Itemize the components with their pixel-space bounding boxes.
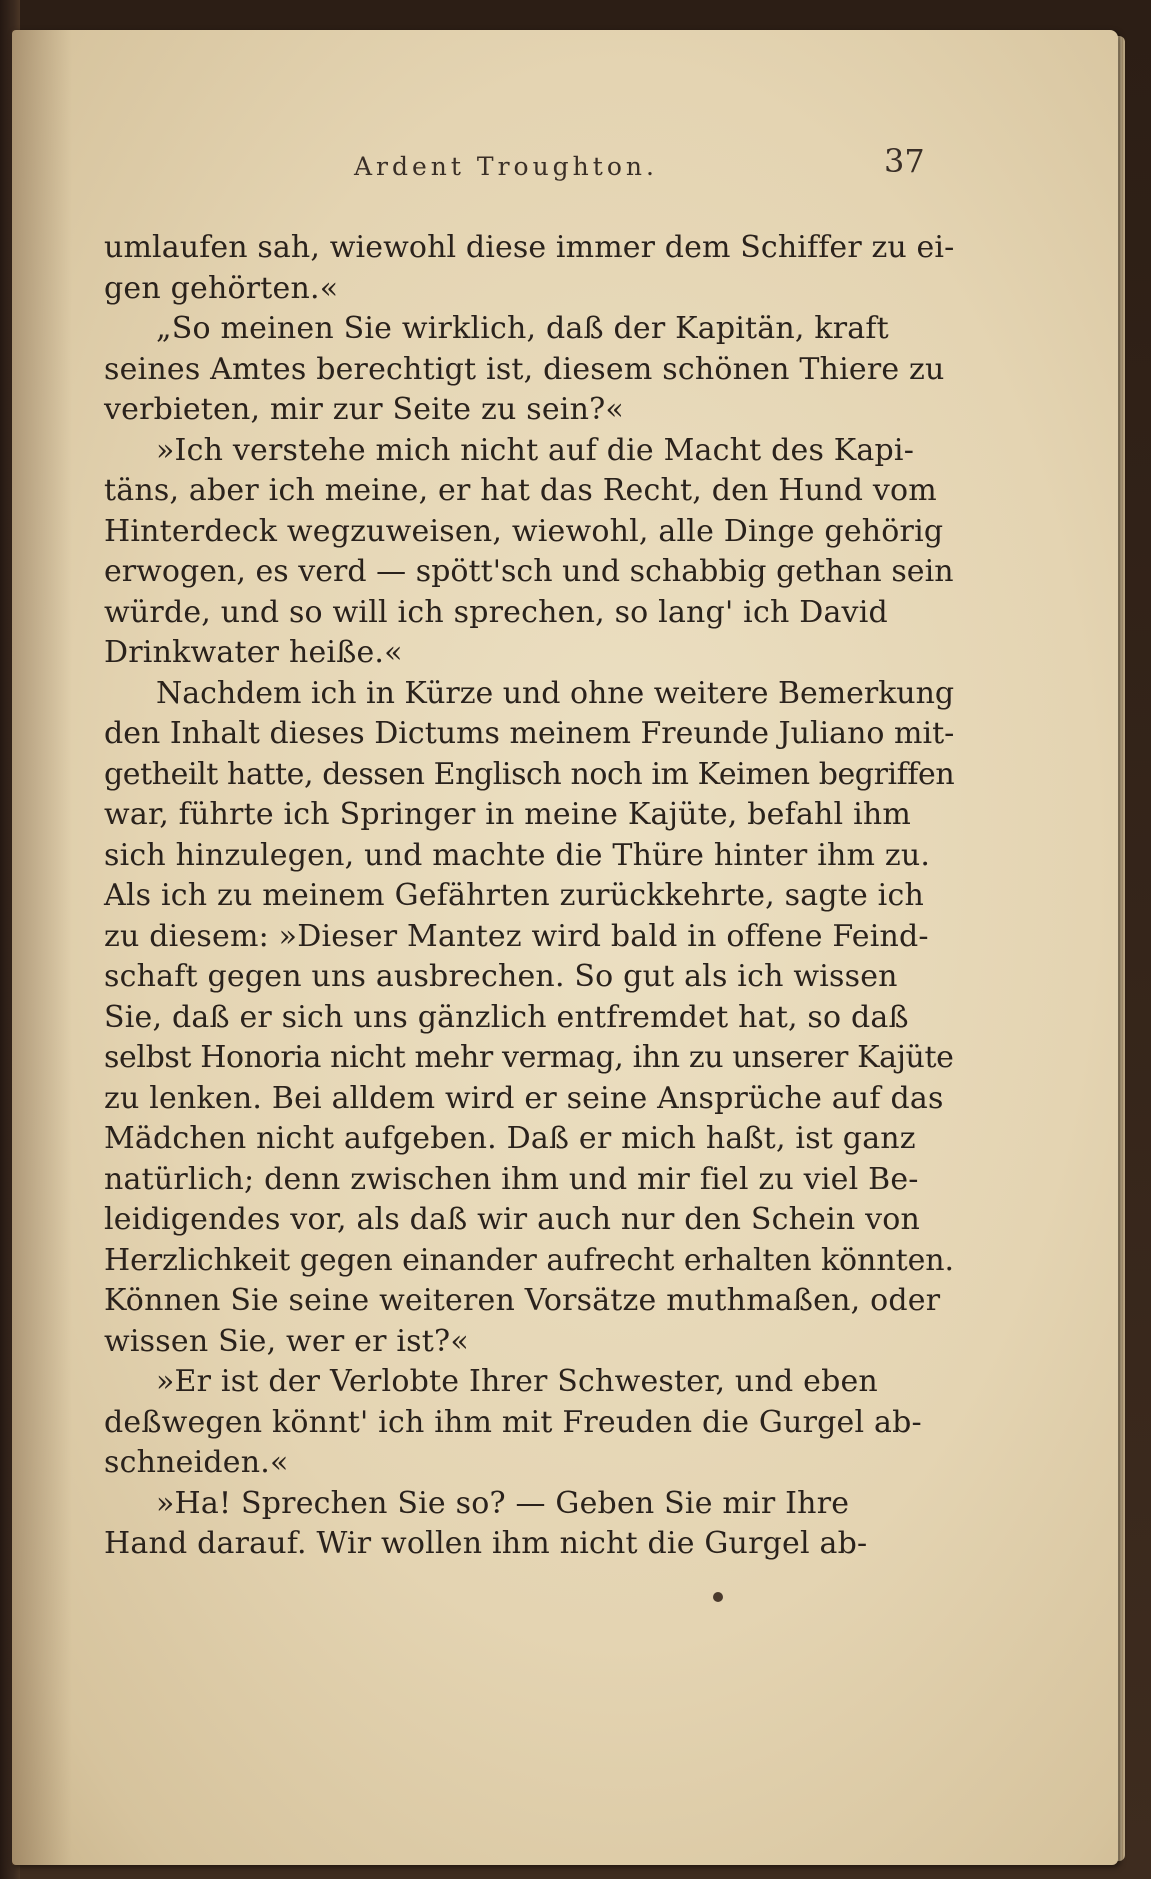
text-line: leidigendes vor, als daß wir auch nur den Schein von xyxy=(104,1202,921,1237)
text-line: »Ha! Sprechen Sie so? — Geben Sie mir Ihre xyxy=(156,1485,850,1521)
text-line: „So meinen Sie wirklich, daß der Kapitän, kraft xyxy=(156,311,889,346)
page-number: 37 xyxy=(884,142,925,180)
text-line: Herzlichkeit gegen einander aufrecht erhalten könnten. xyxy=(104,1242,955,1278)
text-line: sich hinzulegen, und machte die Thüre hinter ihm zu. xyxy=(104,837,931,873)
text-line: würde, und so will ich sprechen, so lang' ich David xyxy=(104,594,888,630)
text-line: natürlich; denn zwischen ihm und mir fiel zu viel Be- xyxy=(104,1161,919,1197)
body-text xyxy=(104,228,954,1565)
text-line: Nachdem ich in Kürze und ohne weitere Bemerkung xyxy=(156,675,955,711)
text-line: Mädchen nicht aufgeben. Daß er mich haßt, ist ganz xyxy=(104,1121,916,1156)
text-line: war, führte ich Springer in meine Kajüte, befahl ihm xyxy=(104,797,912,832)
ink-speck xyxy=(713,1592,723,1602)
text-line: getheilt hatte, dessen Englisch noch im Keimen begriffen xyxy=(104,756,955,792)
text-line: »Er ist der Verlobte Ihrer Schwester, und eben xyxy=(156,1364,878,1399)
text-line: Hinterdeck wegzuweisen, wiewohl, alle Dinge gehörig xyxy=(104,513,944,549)
text-line: schaft gegen uns ausbrechen. So gut als ich wissen xyxy=(104,959,898,994)
text-line: deßwegen könnt' ich ihm mit Freuden die Gurgel ab- xyxy=(104,1404,922,1440)
running-head-title: Ardent Troughton. xyxy=(354,152,658,181)
text-line: Als ich zu meinem Gefährten zurückkehrte, sagte ich xyxy=(104,878,924,913)
text-line: umlaufen sah, wiewohl diese immer dem Schiffer zu ei- xyxy=(104,230,955,265)
text-line: wissen Sie, wer er ist?« xyxy=(104,1323,469,1359)
text-line: Sie, daß er sich uns gänzlich entfremdet hat, so daß xyxy=(104,999,909,1035)
page-text-block xyxy=(104,110,954,1565)
text-line: schneiden.« xyxy=(104,1445,289,1480)
text-line: »Ich verstehe mich nicht auf die Macht des Kapi- xyxy=(156,432,915,468)
text-line: zu diesem: »Dieser Mantez wird bald in offene Feind- xyxy=(104,918,929,954)
text-line: erwogen, es verd — spött'sch und schabbig gethan sein xyxy=(104,554,954,589)
text-line: seines Amtes berechtigt ist, diesem schönen Thiere zu xyxy=(104,351,945,387)
text-line: selbst Honoria nicht mehr vermag, ihn zu unserer Kajüte xyxy=(104,1040,954,1075)
text-line: zu lenken. Bei alldem wird er seine Ansprüche auf das xyxy=(104,1080,944,1116)
running-head xyxy=(104,110,954,181)
text-line: täns, aber ich meine, er hat das Recht, den Hund vom xyxy=(104,473,937,508)
text-line: Können Sie seine weiteren Vorsätze muthmaßen, oder xyxy=(104,1283,941,1318)
gutter-shadow xyxy=(12,30,72,1865)
text-line: Hand darauf. Wir wollen ihm nicht die Gurgel ab- xyxy=(104,1526,868,1561)
text-line: den Inhalt dieses Dictums meinem Freunde Juliano mit- xyxy=(104,716,955,751)
text-line: gen gehörten.« xyxy=(104,270,339,306)
text-line: Drinkwater heiße.« xyxy=(104,635,403,670)
text-line: verbieten, mir zur Seite zu sein?« xyxy=(104,392,624,427)
